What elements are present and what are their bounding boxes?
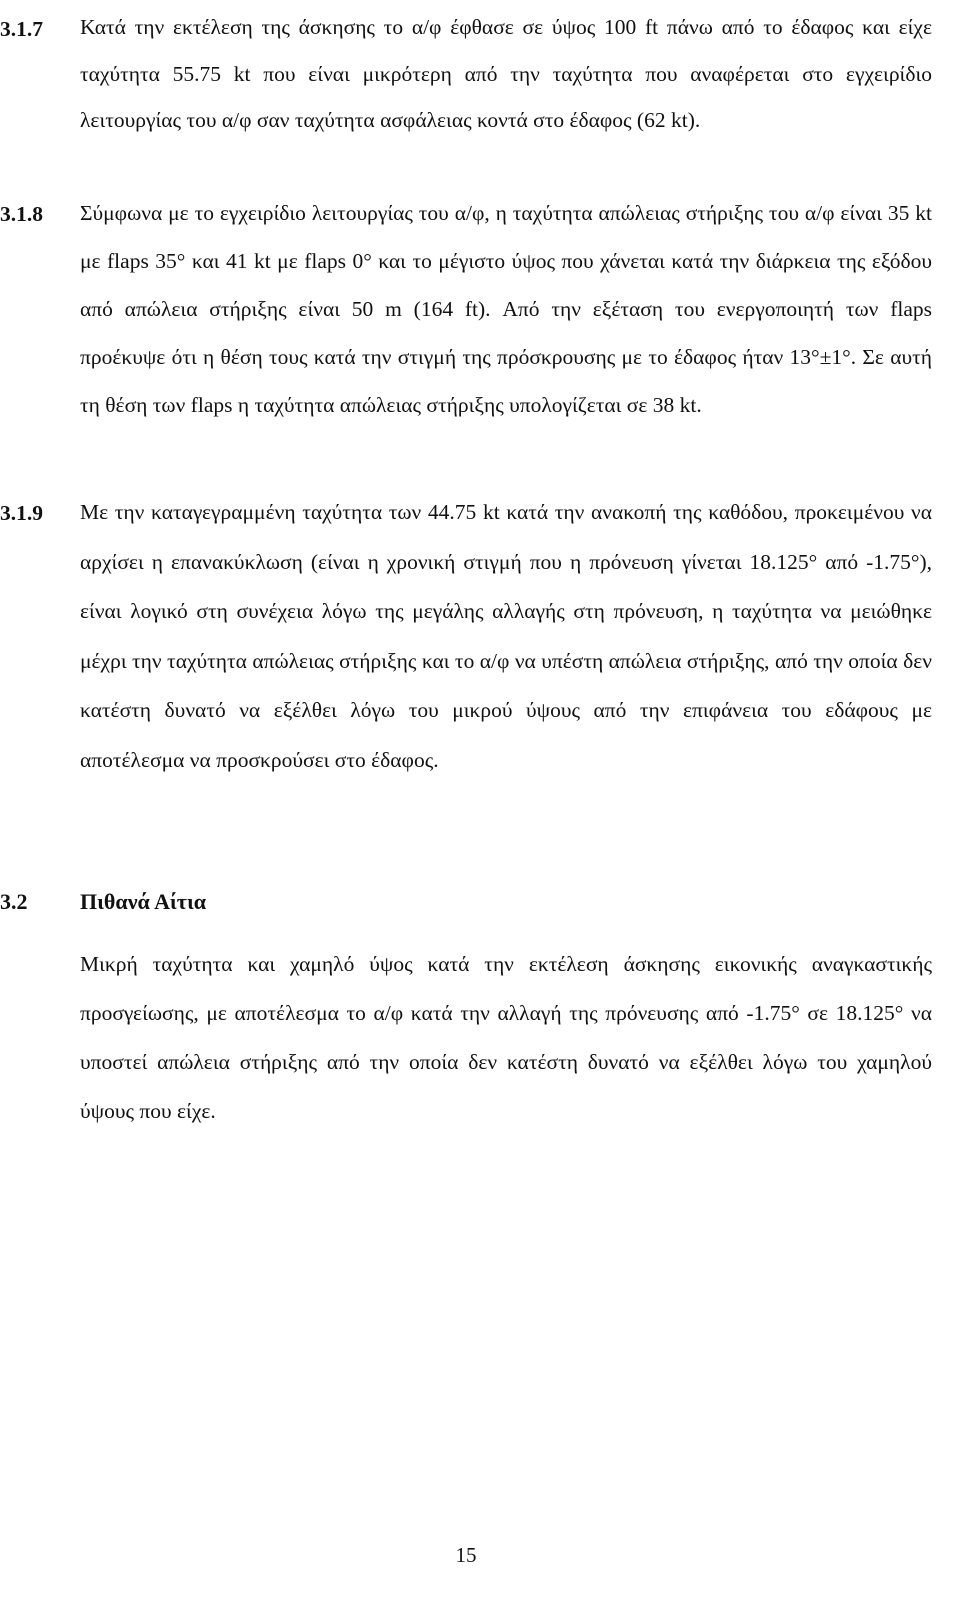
- page-number: 15: [455, 1543, 477, 1567]
- section-text: Μικρή ταχύτητα και χαμηλό ύψος κατά την εκτέλεση άσκησης εικονικής αναγκαστικής προσγείωσης, με αποτέλεσμα το α/φ κατά την αλλαγή της πρόνευσης από -1.75° σε 18.125° να υποστεί απώλεια στήριξης από την οποία δεν κατέστη δυνατό να εξέλθει λόγω του χαμηλού ύψους που είχε.: [80, 952, 932, 1123]
- finding-text: Κατά την εκτέλεση της άσκησης το α/φ έφθασε σε ύψος 100 ft πάνω από το έδαφος και είχε ταχύτητα 55.75 kt που είναι μικρότερη από την ταχύτητα που αναφέρεται στο εγχειρίδιο λειτουργίας του α/φ σαν ταχύτητα ασφάλειας κοντά στο έδαφος (62 kt).: [80, 15, 932, 132]
- finding-number: 3.1.8: [0, 202, 43, 226]
- section-number: 3.2: [0, 889, 28, 914]
- finding-text: Σύμφωνα με το εγχειρίδιο λειτουργίας του α/φ, η ταχύτητα απώλειας στήριξης του α/φ είναι 35 kt με flaps 35° και 41 kt με flaps 0° και το μέγιστο ύψος που χάνεται κατά την διάρκεια της εξόδου από απώλεια στήριξης είναι 50 m (164 ft). Από την εξέταση του ενεργοποιητή των flaps προέκυψε ότι η θέση τους κατά την στιγμή της πρόσκρουσης με το έδαφος ήταν 13°±1°. Σε αυτή τη θέση των flaps η ταχύτητα απώλειας στήριξης υπολογίζεται σε 38 kt.: [80, 201, 932, 417]
- finding-text: Με την καταγεγραμμένη ταχύτητα των 44.75 kt κατά την ανακοπή της καθόδου, προκειμένου να αρχίσει η επανακύκλωση (είναι η χρονική στιγμή που η πρόνευση γίνεται 18.125° από -1.75°), είναι λογικό στη συνέχεια λόγω της μεγάλης αλλαγής στη πρόνευση, η ταχύτητα να μειώθηκε μέχρι την ταχύτητα απώλειας στήριξης και το α/φ να υπέστη απώλεια στήριξης, από την οποία δεν κατέστη δυνατό να εξέλθει λόγω του μικρού ύψους από την επιφάνεια του εδάφους με αποτέλεσμα να προσκρούσει στο έδαφος.: [80, 500, 932, 772]
- section-title: Πιθανά Αίτια: [80, 889, 207, 914]
- finding-number: 3.1.9: [0, 501, 43, 525]
- finding-number: 3.1.7: [0, 17, 43, 41]
